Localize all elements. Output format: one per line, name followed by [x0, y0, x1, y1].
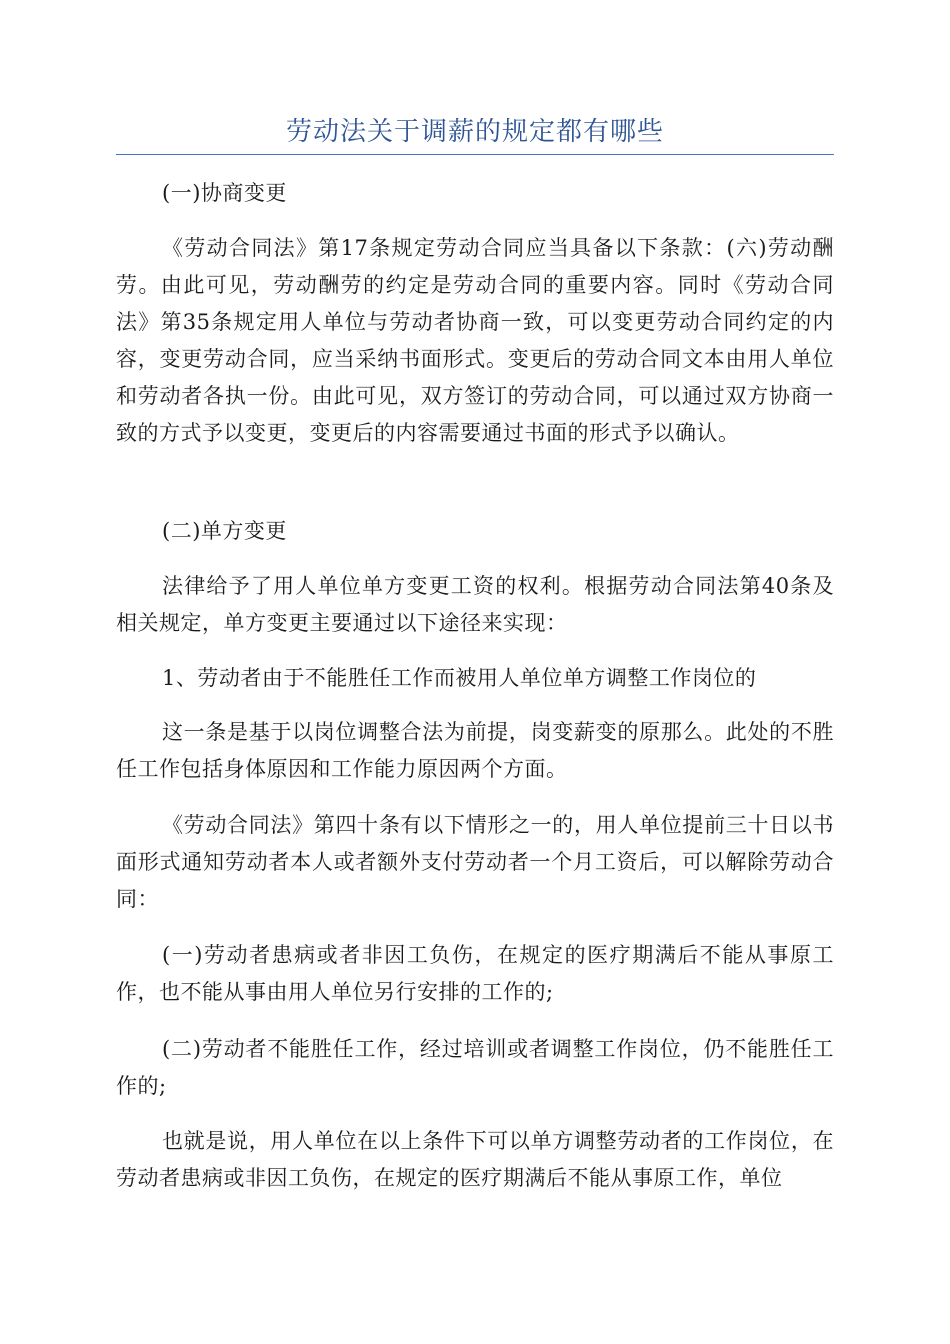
document-title: 劳动法关于调薪的规定都有哪些	[285, 117, 664, 147]
paragraph-labor-contract-art17: 《劳动合同法》第17条规定劳动合同应当具备以下条款：(六)劳动酬劳。由此可见，劳动酬劳的约定是劳动合同的重要内容。同时《劳动合同法》第35条规定用人单位与劳动者协商一致，可以变更劳动合同约定的内容，变更劳动合同，应当采纳书面形式。变更后的劳动合同文本由用人单位和劳动者各执一份。由此可见，双方签订的劳动合同，可以通过双方协商一致的方式予以变更，变更后的内容需要通过书面的形式予以确认。	[116, 236, 834, 445]
title-underline	[116, 154, 834, 155]
clause-illness-injury: (一)劳动者患病或者非因工负伤，在规定的医疗期满后不能从事原工作，也不能从事由用人单位另行安排的工作的;	[116, 943, 834, 1004]
section-heading-negotiated-change: (一)协商变更	[162, 181, 287, 205]
paragraph-position-adjustment: 这一条是基于以岗位调整合法为前提，岗变薪变的原那么。此处的不胜任工作包括身体原因和工作能力原因两个方面。	[116, 720, 834, 781]
paragraph-conclusion: 也就是说，用人单位在以上条件下可以单方调整劳动者的工作岗位，在劳动者患病或非因工负伤，在规定的医疗期满后不能从事原工作，单位	[116, 1129, 834, 1190]
list-item-incompetence: 1、劳动者由于不能胜任工作而被用人单位单方调整工作岗位的	[162, 666, 757, 690]
section-heading-unilateral-change: (二)单方变更	[162, 519, 287, 543]
paragraph-unilateral-right: 法律给予了用人单位单方变更工资的权利。根据劳动合同法第40条及相关规定，单方变更主要通过以下途径来实现：	[116, 574, 834, 635]
paragraph-article-40: 《劳动合同法》第四十条有以下情形之一的，用人单位提前三十日以书面形式通知劳动者本人或者额外支付劳动者一个月工资后，可以解除劳动合同：	[116, 813, 834, 911]
clause-not-competent: (二)劳动者不能胜任工作，经过培训或者调整工作岗位，仍不能胜任工作的;	[116, 1037, 834, 1098]
